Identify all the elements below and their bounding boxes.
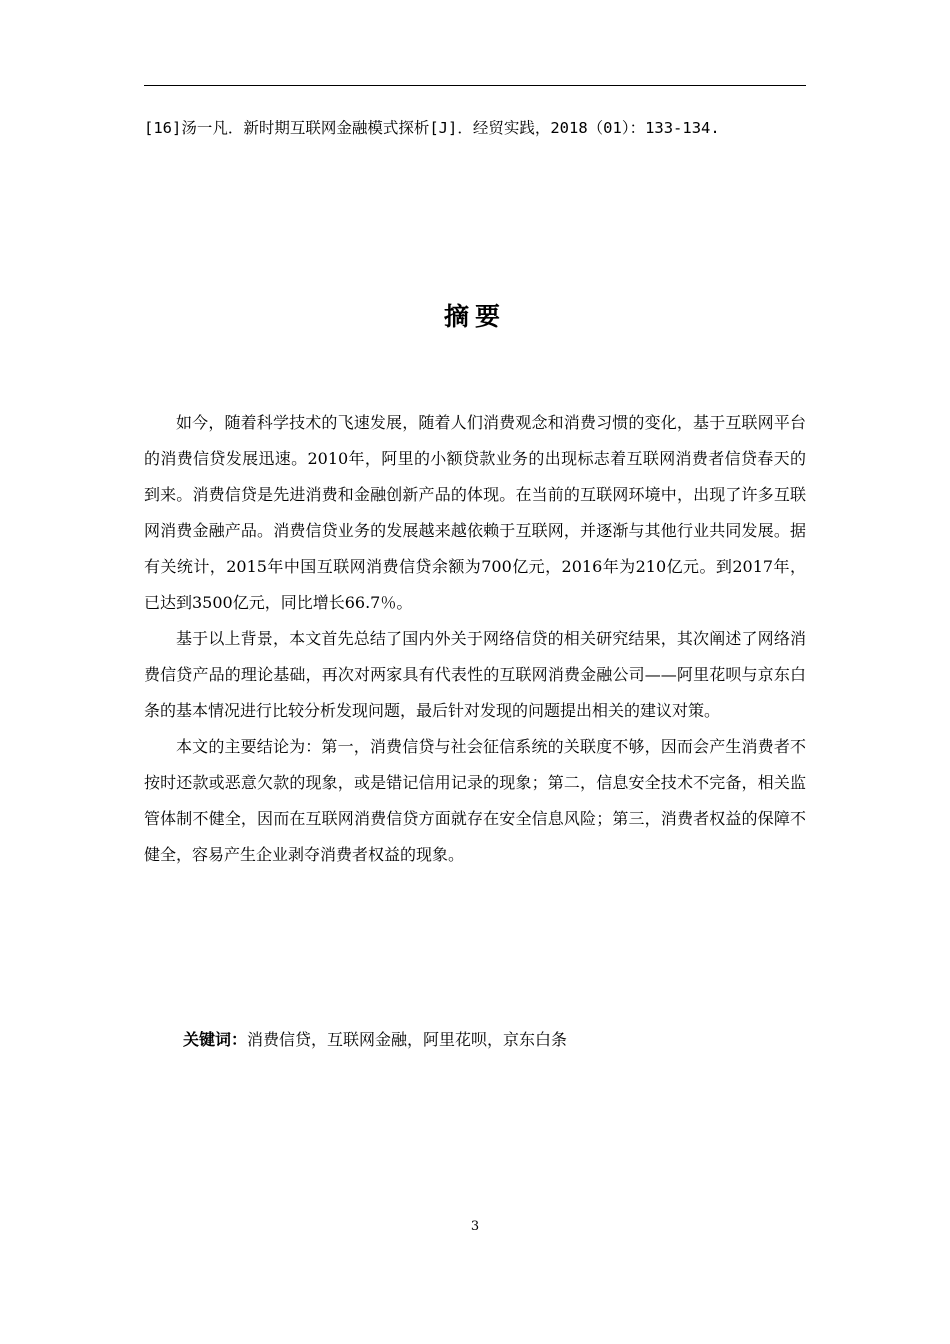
abstract-title: 摘要: [443, 302, 506, 331]
keywords-line: [183, 1024, 823, 1056]
keywords-value: 消费信贷，互联网金融，阿里花呗，京东白条: [247, 1030, 568, 1049]
keywords-label: 关键词：: [183, 1030, 248, 1049]
reference-entry: [16]汤一凡．新时期互联网金融模式探析[J]．经贸实践，2018（01）：133-134.: [144, 119, 720, 137]
abstract-paragraph: 本文的主要结论为：第一，消费信贷与社会征信系统的关联度不够，因而会产生消费者不按时还款或恶意欠款的现象，或是错记信用记录的现象；第二，信息安全技术不完备，相关监管体制不健全，因而在互联网消费信贷方面就存在安全信息风险；第三，消费者权益的保障不健全，容易产生企业剥夺消费者权益的现象。: [144, 737, 806, 864]
abstract-paragraph: 如今，随着科学技术的飞速发展，随着人们消费观念和消费习惯的变化，基于互联网平台的消费信贷发展迅速。2010年，阿里的小额贷款业务的出现标志着互联网消费者信贷春天的到来。消费信贷是先进消费和金融创新产品的体现。在当前的互联网环境中，出现了许多互联网消费金融产品。消费信贷业务的发展越来越依赖于互联网，并逐渐与其他行业共同发展。据有关统计，2015年中国互联网消费信贷余额为700亿元，2016年为210亿元。到2017年，已达到3500亿元，同比增长66.7％。: [144, 413, 806, 612]
abstract-paragraph: 基于以上背景，本文首先总结了国内外关于网络信贷的相关研究结果，其次阐述了网络消费信贷产品的理论基础，再次对两家具有代表性的互联网消费金融公司——阿里花呗与京东白条的基本情况进行比较分析发现问题，最后针对发现的问题提出相关的建议对策。: [144, 629, 806, 720]
page-number: 3: [470, 1219, 480, 1234]
top-divider: [144, 85, 806, 86]
abstract-body: [144, 405, 806, 873]
